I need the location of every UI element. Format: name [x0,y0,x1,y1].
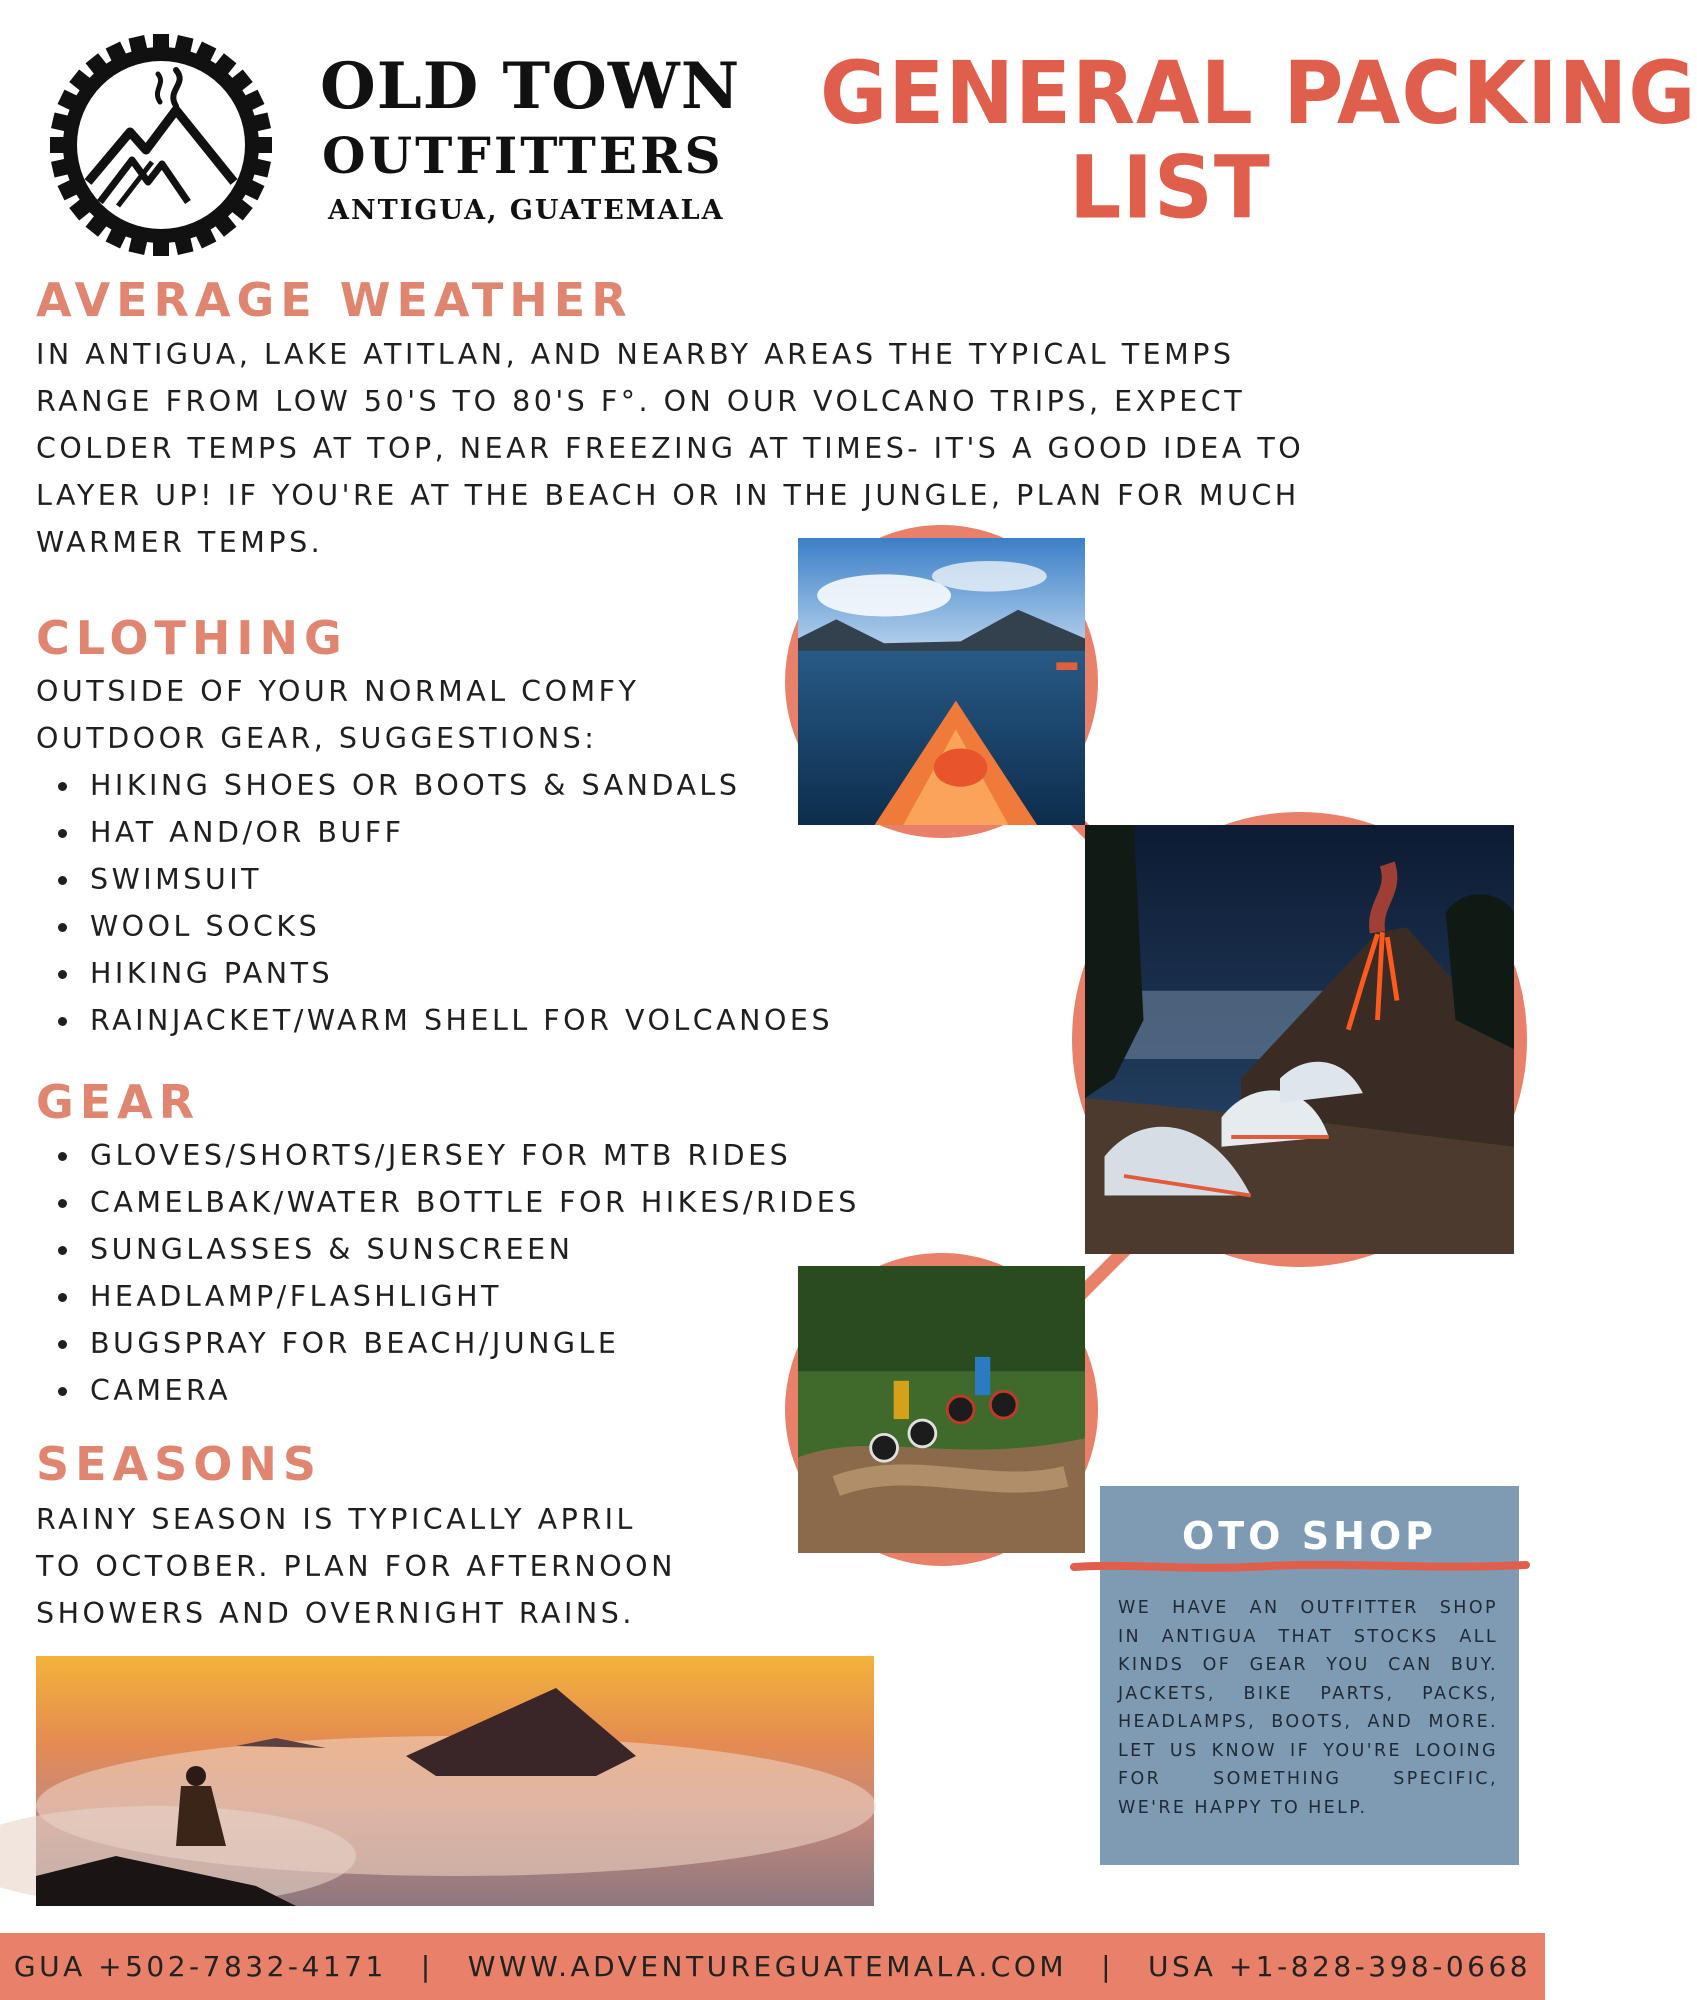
page-title-line1: GENERAL PACKING [820,44,1697,145]
clothing-intro-line: OUTSIDE OF YOUR NORMAL COMFY [36,675,640,708]
shop-line: WE'RE HAPPY TO HELP. [1118,1797,1368,1818]
shop-line: IN ANTIGUA THAT STOCKS ALL [1118,1626,1498,1647]
gua-phone[interactable]: GUA +502-7832-4171 [13,1950,387,1983]
list-item: RAINJACKET/WARM SHELL FOR VOLCANOES [36,997,833,1044]
gear-heading: GEAR [36,1075,201,1129]
footer-separator: | [1101,1950,1114,1983]
weather-heading: AVERAGE WEATHER [36,273,633,327]
volcano-sunrise-photo [36,1656,874,1906]
list-item: BUGSPRAY FOR BEACH/JUNGLE [36,1320,860,1367]
brush-stroke-divider [1070,1560,1530,1574]
footer-separator: | [420,1950,434,1983]
weather-line: LAYER UP! IF YOU'RE AT THE BEACH OR IN THE JUNGLE, PLAN FOR MUCH [36,479,1300,512]
clothing-heading: CLOTHING [36,611,348,665]
shop-line: JACKETS, BIKE PARTS, PACKS, [1118,1683,1498,1704]
brand-name-line1: OLD TOWN [320,49,741,124]
shop-info-box [1100,1486,1519,1865]
shop-description [1118,1594,1498,1822]
brand-location: ANTIGUA, GUATEMALA [328,195,725,226]
shop-line: FOR SOMETHING SPECIFIC, [1118,1769,1498,1789]
shop-line: WE HAVE AN OUTFITTER SHOP [1118,1598,1498,1618]
list-item: HIKING PANTS [36,950,833,997]
clothing-intro-line: OUTDOOR GEAR, SUGGESTIONS: [36,722,598,755]
seasons-line: RAINY SEASON IS TYPICALLY APRIL [36,1503,636,1536]
brand-name-line2: OUTFITTERS [322,126,724,185]
list-item: GLOVES/SHORTS/JERSEY FOR MTB RIDES [36,1132,860,1179]
website-link[interactable]: WWW.ADVENTUREGUATEMALA.COM [467,1950,1068,1983]
seasons-heading: SEASONS [36,1437,323,1491]
weather-line: RANGE FROM LOW 50'S TO 80'S F°. ON OUR VOLCANO TRIPS, EXPECT [36,385,1246,418]
list-item: HEADLAMP/FLASHLIGHT [36,1273,860,1320]
list-item: CAMELBAK/WATER BOTTLE FOR HIKES/RIDES [36,1179,860,1226]
usa-phone[interactable]: USA +1-828-398-0668 [1148,1950,1532,1983]
shop-title: OTO SHOP [1181,1514,1438,1558]
weather-line: COLDER TEMPS AT TOP, NEAR FREEZING AT TIMES- IT'S A GOOD IDEA TO [36,432,1305,465]
list-item: HAT AND/OR BUFF [36,809,833,856]
list-item: SWIMSUIT [36,856,833,903]
seasons-line: SHOWERS AND OVERNIGHT RAINS. [36,1597,635,1630]
seasons-line: TO OCTOBER. PLAN FOR AFTERNOON [36,1550,676,1583]
weather-line: WARMER TEMPS. [36,526,324,559]
shop-line: KINDS OF GEAR YOU CAN BUY. [1118,1655,1498,1675]
list-item: SUNGLASSES & SUNSCREEN [36,1226,860,1273]
list-item: WOOL SOCKS [36,903,833,950]
shop-line: HEADLAMPS, BOOTS, AND MORE. [1118,1712,1498,1732]
shop-line: LET US KNOW IF YOU'RE LOOING [1118,1740,1498,1761]
contact-footer [0,1933,1545,2000]
kayak-photo [785,525,1098,838]
list-item: CAMERA [36,1367,860,1414]
weather-line: IN ANTIGUA, LAKE ATITLAN, AND NEARBY AREAS THE TYPICAL TEMPS [36,338,1235,371]
list-item: HIKING SHOES OR BOOTS & SANDALS [36,762,833,809]
page-title-line2: LIST [1069,138,1271,239]
mountain-bike-photo [785,1253,1098,1566]
volcano-camp-photo [1072,812,1527,1267]
